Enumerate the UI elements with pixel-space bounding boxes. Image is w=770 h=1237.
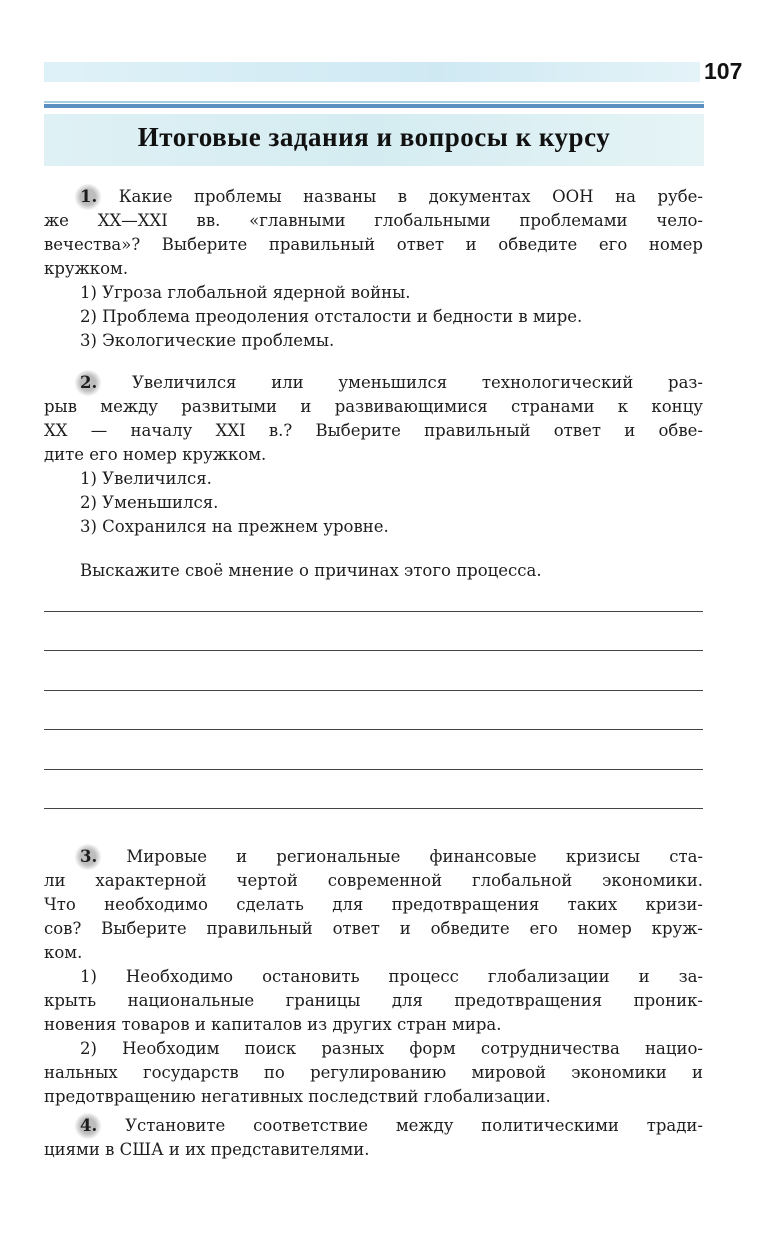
question-number: 4. <box>80 1116 98 1135</box>
opinion-prompt: Выскажите своё мнение о причинах этого процесса. <box>80 561 542 580</box>
answer-option-2[interactable]: 2) Необходим поиск разных форм сотрудничества нацио- нальных государств по регулированию мировой экономики и предотвращению негативных последствий глобализации. <box>44 1039 703 1106</box>
answer-option[interactable]: 3) Сохранился на прежнем уровне. <box>80 517 389 536</box>
header-rule-thin <box>44 101 704 103</box>
answer-line[interactable] <box>44 611 703 612</box>
question-4: 4. Установите соответствие между политическими тради- циями в США и их представителями. <box>44 1116 703 1159</box>
page-number: 107 <box>704 58 743 84</box>
question-number: 1. <box>80 187 98 206</box>
answer-line[interactable] <box>44 808 703 809</box>
answer-line[interactable] <box>44 729 703 730</box>
answer-option-1[interactable]: 1) Необходимо остановить процесс глобализации и за- крыть национальные границы для предотвращения проник- новения товаров и капиталов из других стран мира. <box>44 967 703 1034</box>
header-band <box>44 62 700 82</box>
answer-line[interactable] <box>44 690 703 691</box>
answer-option[interactable]: 2) Проблема преодоления отсталости и бедности в мире. <box>80 307 583 326</box>
question-1: 1. Какие проблемы названы в документах ООН на рубе- же XX—XXI вв. «главными глобальными проблемами чело- вечества»? Выберите правильный ответ и обведите его номер кружком. 1) Угроза глобальной ядерной войны. 2) Проблема преодоления отсталости и бедности в мире. 3) Экологические проблемы. <box>44 185 703 353</box>
answer-option[interactable]: 2) Уменьшился. <box>80 493 219 512</box>
answer-line[interactable] <box>44 650 703 651</box>
question-3: 3. Мировые и региональные финансовые кризисы ста- ли характерной чертой современной глобальной экономики. Что необходимо сделать для предотвращения таких кризи- сов? Выберите правильный ответ и обведите его номер круж- ком. 1) Необходимо остановить процесс глобализации и за- крыть национальные границы для предотвращения проник- новения товаров и капиталов из других стран мира. 2) Необходим поиск разных форм сотрудничества нацио- нальных государств по регулированию мировой экономики и предотвращению негативных последствий глобализации. <box>44 845 703 1109</box>
question-2: 2. Увеличился или уменьшился технологический раз- рыв между развитыми и развивающимися странами к концу XX — началу XXI в.? Выберите правильный ответ и обве- дите его номер кружком. 1) Увеличился. 2) Уменьшился. 3) Сохранился на прежнем уровне. Выскажите своё мнение о причинах этого процесса. <box>44 371 703 583</box>
page-title: Итоговые задания и вопросы к курсу <box>137 122 611 152</box>
header-rule-thick <box>44 104 704 108</box>
answer-option[interactable]: 1) Угроза глобальной ядерной войны. <box>80 283 411 302</box>
question-number: 2. <box>80 373 98 392</box>
answer-option[interactable]: 1) Увеличился. <box>80 469 212 488</box>
question-number: 3. <box>80 847 98 866</box>
answer-option[interactable]: 3) Экологические проблемы. <box>80 331 335 350</box>
answer-line[interactable] <box>44 769 703 770</box>
